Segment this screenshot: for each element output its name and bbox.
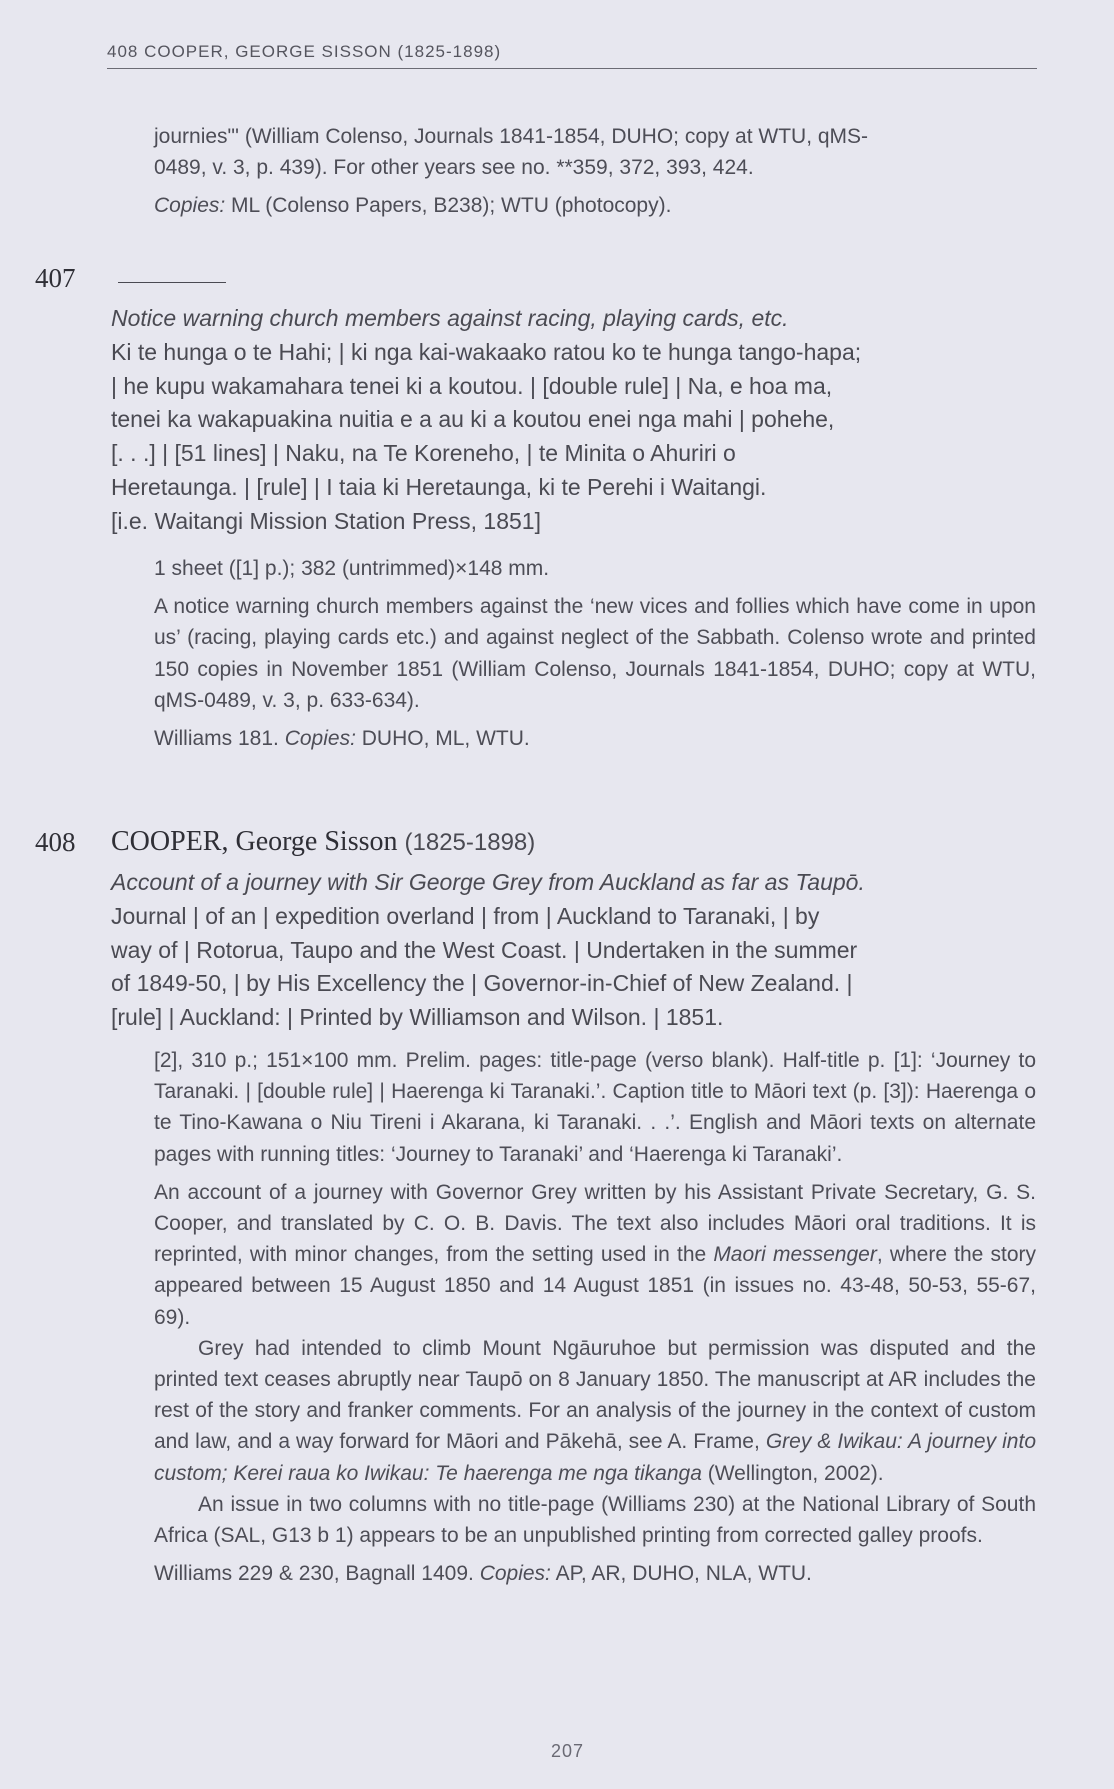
author-dates: (1825-1898)	[404, 829, 536, 856]
ditto-rule	[118, 282, 226, 283]
copies-label: Copies:	[479, 1562, 551, 1586]
note-paragraph: A notice warning church members against the ‘new vices and follies which have come in upon us’ (racing, playing cards etc.) and against neglect of the Sabbath. Colenso wrote and printed 150 copies in November 1851 (William Colenso, Journals 1841-1854, DUHO; copy at WTU, qMS-0489, v. 3, p. 633-634).	[154, 595, 1036, 712]
title-line: of 1849-50, | by His Excellency the | Governor-in-Chief of New Zealand. |	[111, 970, 853, 997]
author-name: COOPER, George Sisson	[111, 826, 398, 857]
title-line: Heretaunga. | [rule] | I taia ki Heretaunga, ki te Perehi i Waitangi.	[111, 473, 767, 500]
note-paragraph: An account of a journey with Governor Grey written by his Assistant Private Secretary, G. S. Cooper, and translated by C. O. B. Davis. The text also includes Māori oral traditions. It is reprinted, with minor changes, from the setting used in the Maori messenger, where the story appeared between 15 August 1850 and 14 August 1851 (in issues no. 43-48, 50-53, 55-67, 69).	[154, 1180, 1036, 1329]
copies-line	[154, 190, 1036, 221]
text-line: journies"' (William Colenso, Journals 1841-1854, DUHO; copy at WTU, qMS-	[154, 125, 869, 148]
text-line: 0489, v. 3, p. 439). For other years see no. **359, 372, 393, 424.	[154, 156, 754, 180]
collation: 1 sheet ([1] p.); 382 (untrimmed)×148 mm.	[154, 557, 550, 580]
copies-text: ML (Colenso Papers, B238); WTU (photocopy).	[225, 194, 672, 218]
references: Williams 229 & 230, Bagnall 1409.	[154, 1562, 480, 1586]
entry-407-notes	[154, 553, 1036, 754]
references: Williams 181.	[154, 727, 285, 751]
entry-408-heading	[111, 826, 535, 858]
copies-text: AP, AR, DUHO, NLA, WTU.	[550, 1562, 812, 1586]
collation: [2], 310 p.; 151×100 mm. Prelim. pages: title-page (verso blank). Half-title p. [1]: ‘Journey to Taranaki. | [double rule] | Haerenga ki Taranaki.’. Caption title to Māori text (p. [3]): Haerenga o te Tino-Kawana o Niu Tireni i Akarana, ki Taranaki. . .’. English and Māori texts on alternate pages with running titles: ‘Journey to Taranaki’ and ‘Haerenga ki Taranaki’.	[154, 1049, 1036, 1166]
entry-408-title	[111, 866, 1041, 1035]
running-head: 408 COOPER, GEORGE SISSON (1825-1898)	[107, 42, 1037, 69]
title-line: way of | Rotorua, Taupo and the West Coast. | Undertaken in the summer	[111, 936, 858, 963]
title-line: | he kupu wakamahara tenei ki a koutou. | [double rule] | Na, e hoa ma,	[111, 372, 833, 399]
book-title: Grey & Iwikau: A journey into custom; Kerei raua ko Iwikau: Te haerenga me nga tikanga	[154, 1430, 1036, 1485]
references-line	[154, 1558, 1036, 1589]
title-line: [. . .] | [51 lines] | Naku, na Te Koreneho, | te Minita o Ahuriri o	[111, 440, 736, 467]
page-number: 207	[551, 1741, 585, 1761]
note-paragraph: An issue in two columns with no title-page (Williams 230) at the National Library of South Africa (SAL, G13 b 1) appears to be an unpublished printing from corrected galley proofs.	[154, 1492, 1036, 1548]
title-line: [i.e. Waitangi Mission Station Press, 1851]	[111, 507, 541, 534]
copies-label: Copies:	[154, 194, 226, 218]
entry-number-407: 407	[35, 263, 76, 293]
entry-number-408: 408	[35, 827, 76, 857]
title-line: tenei ka wakapuakina nuitia e a au ki a koutou enei nga mahi | pohehe,	[111, 406, 835, 433]
title-line: Journal | of an | expedition overland | from | Auckland to Taranaki, | by	[111, 902, 820, 929]
entry-408-notes	[154, 1045, 1036, 1589]
entry-description: Account of a journey with Sir George Grey from Auckland as far as Taupō.	[111, 869, 865, 895]
title-line: Ki te hunga o te Hahi; | ki nga kai-wakaako ratou ko te hunga tango-hapa;	[111, 338, 862, 365]
previous-entry-continuation	[154, 121, 1036, 222]
entry-407-title	[111, 302, 1041, 539]
periodical-title: Maori messenger	[713, 1243, 877, 1267]
entry-description: Notice warning church members against racing, playing cards, etc.	[111, 305, 789, 331]
references-line	[154, 723, 1036, 754]
copies-text: DUHO, ML, WTU.	[355, 727, 530, 751]
note-paragraph: Grey had intended to climb Mount Ngāuruhoe but permission was disputed and the printed text ceases abruptly near Taupō on 8 January 1850. The manuscript at AR includes the rest of the story and franker comments. For an analysis of the journey in the context of custom and law, and a way forward for Māori and Pākehā, see A. Frame, Grey & Iwikau: A journey into custom; Kerei raua ko Iwikau: Te haerenga me nga tikanga (Wellington, 2002).	[154, 1336, 1036, 1485]
title-line: [rule] | Auckland: | Printed by Williamson and Wilson. | 1851.	[111, 1004, 724, 1031]
copies-label: Copies:	[284, 727, 356, 751]
